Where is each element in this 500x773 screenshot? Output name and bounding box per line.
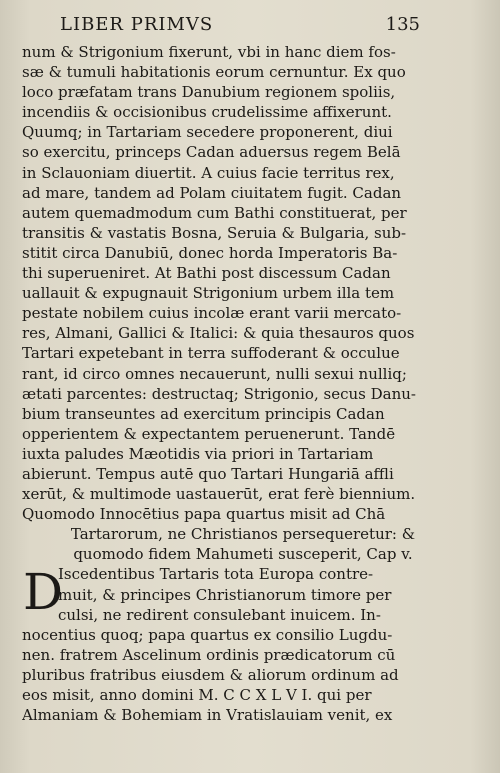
text-line: pestate nobilem cuius incolæ erant varii mercato‑ (22, 304, 402, 323)
page-number: 135 (385, 14, 420, 35)
text-line: eos misit, anno domini M. C C X L V I. qui per (22, 686, 372, 704)
text-line: Quumq; in Tartariam secedere proponerent, diui (22, 123, 393, 142)
text-line: so exercitu, princeps Cadan aduersus regem Belā (22, 143, 401, 162)
text-line: xerūt, & multimode uastauerūt, erat ferè biennium. (22, 485, 416, 504)
text-line: Iscedentibus Tartaris tota Europa contre‑ (58, 565, 374, 584)
text-line: bium transeuntes ad exercitum principis Cadan (22, 404, 385, 423)
text-line: Tartari expetebant in terra suffoderant & occulue (22, 344, 400, 363)
text-line: num & Strigonium fixerunt, vbi in hanc diem fos‑ (22, 43, 396, 61)
paragraph-1 (22, 42, 464, 504)
text-line: rant, id circo omnes necauerunt, nulli sexui nulliq; (22, 364, 407, 383)
text-line: Almaniam & Bohemiam in Vratislauiam venit, ex (22, 706, 393, 725)
text-line: ætati parcentes: destructaq; Strigonio, secus Danu‑ (22, 384, 416, 403)
text-line: abierunt. Tempus autē quo Tartari Hungariā affli (22, 464, 394, 483)
text-line: culsi, ne redirent consulebant inuicem. In‑ (58, 605, 381, 624)
chapter-heading (22, 504, 464, 564)
running-title: LIBER PRIMVS (60, 14, 214, 35)
text-line: stitit circa Danubiū, donec horda Imperatoris Ba‑ (22, 243, 398, 262)
text-line: autem quemadmodum cum Bathi constituerat, per (22, 203, 407, 222)
text-line: transitis & vastatis Bosna, Seruia & Bulgaria, sub‑ (22, 223, 407, 242)
text-line: sæ & tumuli habitationis eorum cernuntur. Ex quo (22, 63, 406, 82)
text-line: in Sclauoniam diuertit. A cuius facie territus rex, (22, 163, 395, 182)
text-line: pluribus fratribus eiusdem & aliorum ordinum ad (22, 665, 399, 684)
text-line: nocentius quoq; papa quartus ex consilio Lugdu‑ (22, 625, 393, 644)
heading-line: Tartarorum, ne Christianos persequeretur: & (70, 525, 416, 544)
text-line: opperientem & expectantem peruenerunt. Tandē (22, 424, 396, 443)
text-line: ad mare, tandem ad Polam ciuitatem fugit. Cadan (22, 183, 402, 202)
text-line: thi superueniret. At Bathi post discessum Cadan (22, 264, 391, 283)
heading-line: quomodo fidem Mahumeti susceperit, Cap v. (73, 545, 413, 564)
text-line: uallauit & expugnauit Strigonium urbem illa tem (22, 284, 395, 303)
running-header (60, 14, 420, 40)
text-block (22, 42, 464, 725)
drop-cap: D (23, 563, 64, 622)
paragraph-2 (22, 564, 464, 725)
text-line: loco præfatam trans Danubium regionem spoliis, (22, 83, 396, 102)
text-line: incendiis & occisionibus crudelissime affixerunt. (22, 103, 392, 122)
text-line: muit, & principes Christianorum timore per (58, 585, 392, 604)
text-line: res, Almani, Gallici & Italici: & quia thesauros quos (22, 324, 415, 343)
text-line: iuxta paludes Mæotidis via priori in Tartariam (22, 444, 374, 463)
text-line: nen. fratrem Ascelinum ordinis prædicatorum cū (22, 645, 396, 664)
heading-line: Quomodo Innocētius papa quartus misit ad Chā (22, 505, 386, 524)
